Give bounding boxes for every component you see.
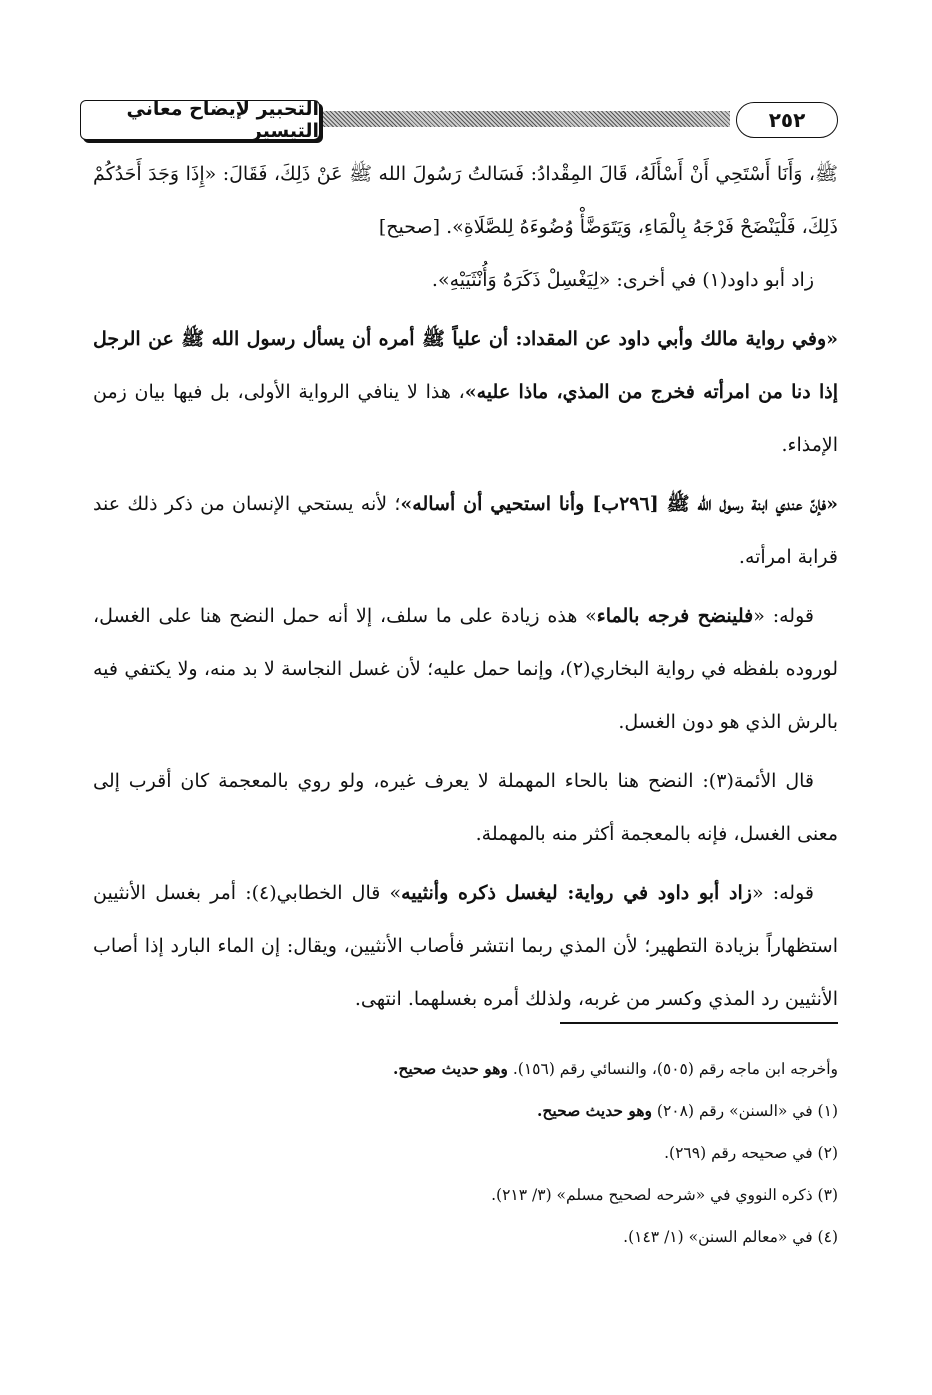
footnote-4: [93, 1216, 838, 1258]
footnote-2-text: (٢) في صحيحه رقم (٢٦٩).: [664, 1144, 838, 1162]
paragraph-malik-narration: [93, 313, 838, 472]
paragraph-hadith-continuation: [93, 148, 838, 254]
footnote-1-grade: وهو حديث صحيح.: [537, 1101, 652, 1120]
page-header: [80, 98, 838, 142]
imams-note-text: قال الأئمة(٣): النضح هنا بالحاء المهملة لا يعرف غيره، ولو روي بالمعجمة كان أقرب إلى معنى الغسل، فإنه بالمعجمة أكثر منه بالمهملة.: [93, 770, 838, 845]
book-title-text: التحبير لإيضاح معاني التيسير: [126, 98, 319, 142]
paragraph-imams-note: [93, 755, 838, 861]
nadh-prefix: قوله: «: [753, 605, 814, 627]
daughter-quote: «فإنّ عندي ابنة رسول الله ﷺ [٢٩٦ب] وأنا استحيي أن أساله»: [400, 493, 838, 515]
footnote-3-text: (٣) ذكره النووي في «شرحه لصحيح مسلم» (٣/ ٢١٣).: [491, 1186, 838, 1204]
abu-dawud-addition-text: زاد أبو داود(١) في أخرى: «لِيَغْسِلْ ذَكَرَهُ وَأُنْثَيَيْهِ».: [431, 269, 814, 291]
khattabi-prefix: قوله: «: [751, 882, 814, 904]
footnote-takhrij-text: وأخرجه ابن ماجه رقم (٥٠٥)، والنسائي رقم (١٥٦).: [507, 1060, 838, 1078]
daughter-quote-comment: ؛ لأنه يستحي الإنسان من ذكر ذلك عند قرابة امرأته.: [93, 493, 838, 568]
footnote-separator: [560, 1022, 838, 1024]
hadith-text: ﷺ، وَأَنَا أَسْتَحِي أَنْ أَسْأَلَهُ، قَالَ المِقْدادُ: فَسَالتُ رَسُولَ الله ﷺ عَنْ ذَلِكَ، فَقَالَ: «إِذَا وَجَدَ أَحَدُكُمْ ذَلِكَ، فَلْيَنْضَحْ فَرْجَهُ بِالْمَاءِ، وَيَتَوَضَّأْ وُضُوءَهُ لِلصَّلَاةِ». [صحيح]: [93, 163, 838, 238]
page-number-badge: [736, 102, 838, 138]
footnote-2: [93, 1132, 838, 1174]
footnote-4-text: (٤) في «معالم السنن» (١/ ١٤٣).: [623, 1228, 838, 1246]
paragraph-nadh-explanation: [93, 590, 838, 749]
book-title: [80, 100, 320, 140]
footnote-takhrij-grade: وهو حديث صحيح.: [392, 1059, 508, 1078]
paragraph-khattabi-note: [93, 867, 838, 1026]
page-number: ٢٥٢: [768, 108, 806, 132]
khattabi-comment: » قال الخطابي(٤): أمر بغسل الأنثيين استظهاراً بزيادة التطهير؛ لأن المذي ربما انتشر فأصاب الأنثيين، ويقال: إن الماء البارد إذا أصاب الأنثيين رد المذي وكسر من غربه، ولذلك أمره بغسلهما. انتهى.: [93, 882, 838, 1010]
nadh-comment: » هذه زيادة على ما سلف، إلا أنه حمل النضح هنا على الغسل، لوروده بلفظه في رواية البخاري(٢)، وإنما حمل عليه؛ لأن غسل النجاسة لا بد منه، ولا يكتفي فيه بالرش الذي هو دون الغسل.: [93, 605, 838, 733]
main-text: [93, 148, 838, 1032]
nadh-quote: فلينضح فرجه بالماء: [596, 605, 754, 627]
paragraph-daughter-quote: [93, 478, 838, 584]
khattabi-quote: زاد أبو داود في رواية: ليغسل ذكره وأنثييه: [401, 882, 752, 904]
malik-narration-quote: «وفي رواية مالك وأبي داود عن المقداد: أن علياً ﷺ أمره أن يسأل رسول الله ﷺ عن الرجل إذا دنا من امرأته فخرج من المذي، ماذا عليه»: [93, 328, 838, 403]
paragraph-abu-dawud-addition: [93, 254, 838, 307]
footnote-1: [93, 1090, 838, 1132]
footnote-takhrij: [93, 1048, 838, 1090]
footnote-3: [93, 1174, 838, 1216]
footnote-1-text: (١) في «السنن» رقم (٢٠٨): [652, 1102, 838, 1120]
footnotes: [93, 1048, 838, 1258]
header-ornament-bar: [320, 111, 730, 127]
malik-narration-comment: ، هذا لا ينافي الرواية الأولى، بل فيها بيان زمن الإمذاء.: [93, 381, 838, 456]
